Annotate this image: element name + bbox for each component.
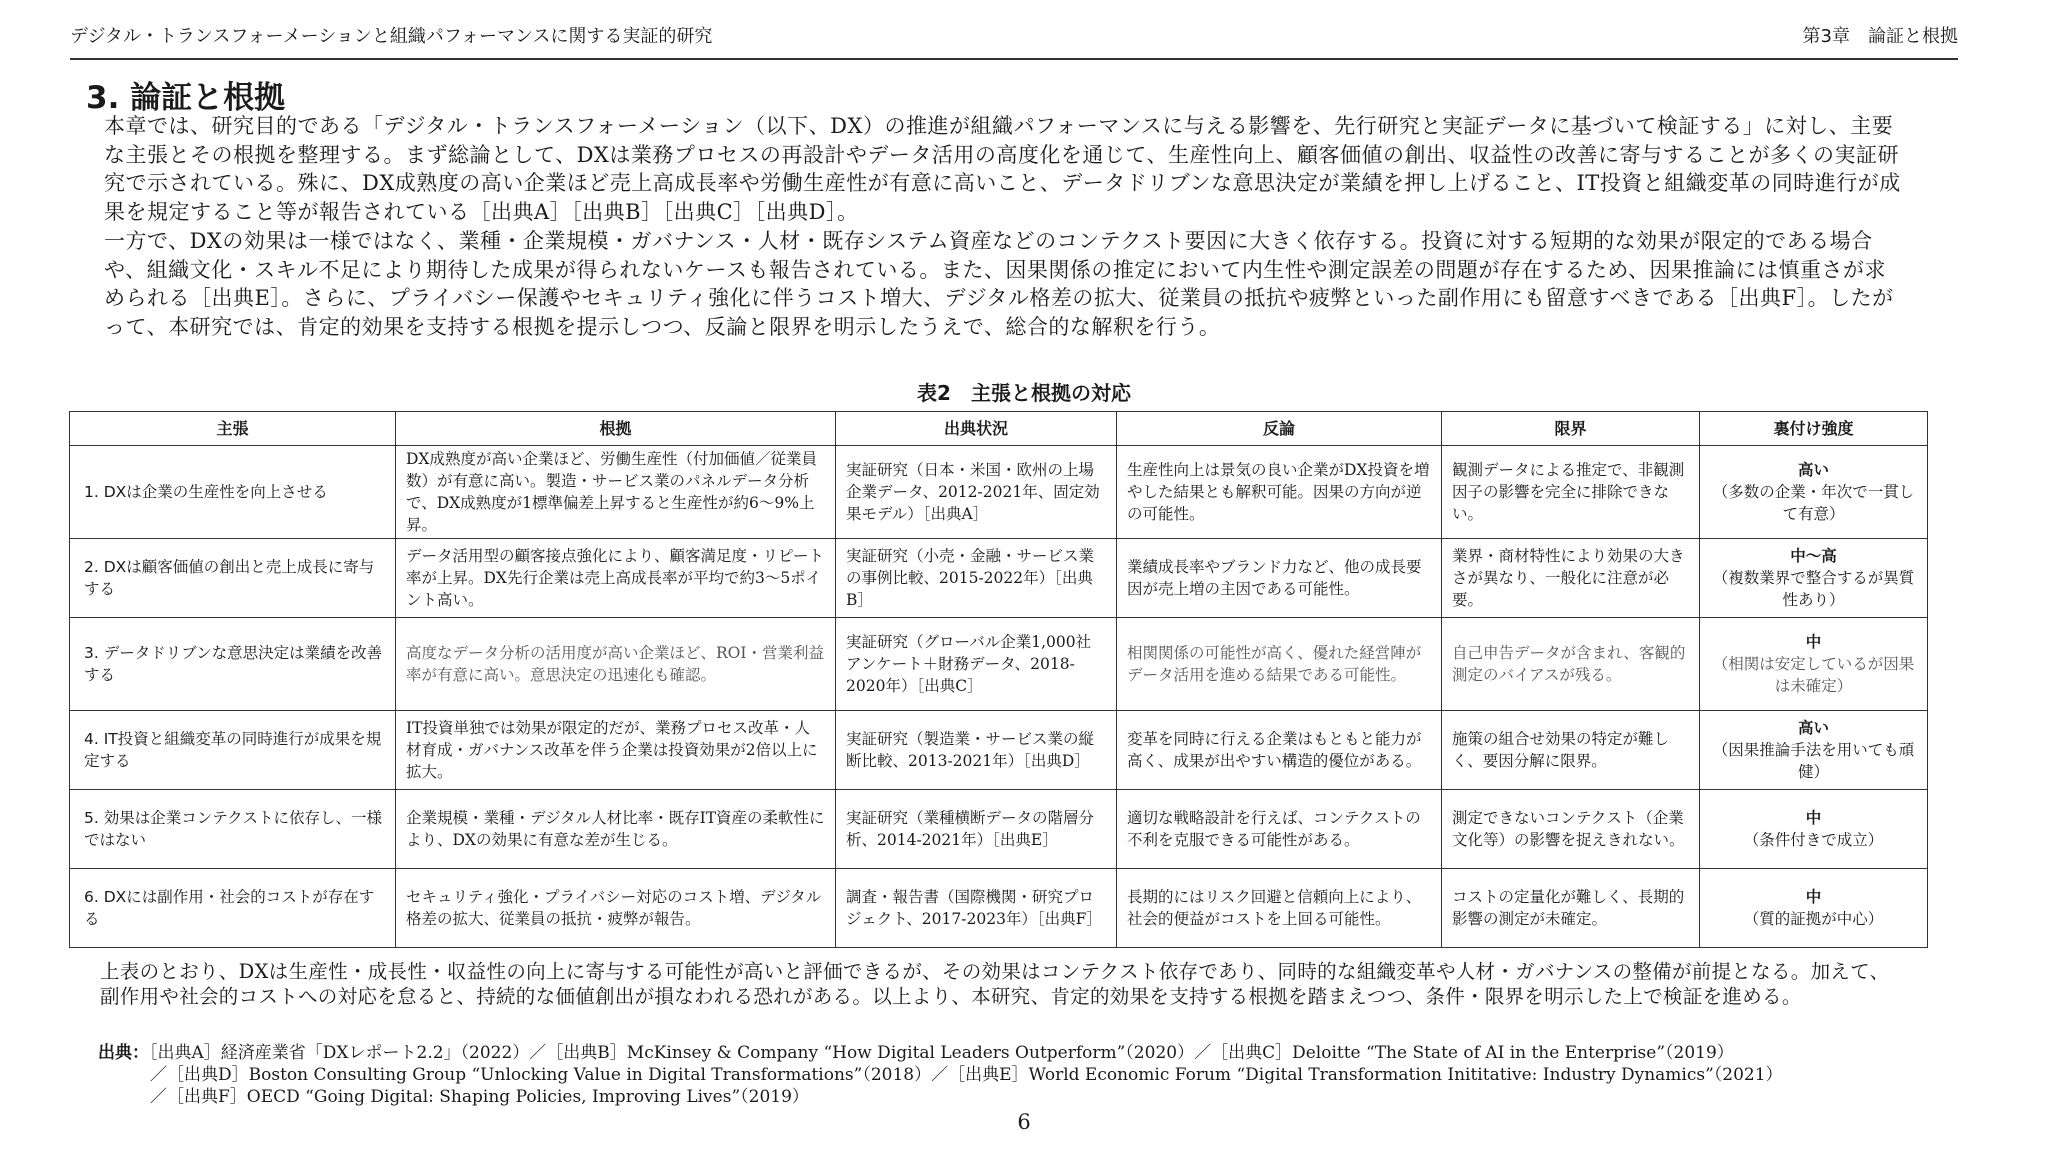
evidence-cell: データ活用型の顧客接点強化により、顧客満足度・リピート率が上昇。DX先行企業は売上高成長率が平均で約3～5ポイント高い。 <box>396 539 836 618</box>
strength-note: （質的証拠が中心） <box>1743 910 1884 928</box>
chapter-label: 第3章 論証と根拠 <box>1802 26 1958 47</box>
evidence-cell: DX成熟度が高い企業ほど、労働生産性（付加価値／従業員数）が有意に高い。製造・サービス業のパネルデータ分析で、DX成熟度が1標準偏差上昇すると生産性が約6～9%上昇。 <box>396 446 836 539</box>
strength-level: 中 <box>1805 633 1822 651</box>
source-cell: 実証研究（グローバル企業1,000社アンケート＋財務データ、2018-2020年）［出典C］ <box>836 618 1117 711</box>
strength-level: 中 <box>1805 888 1822 906</box>
evidence-cell: セキュリティ強化・プライバシー対応のコスト増、デジタル格差の拡大、従業員の抵抗・疲弊が報告。 <box>396 869 836 948</box>
sources-list <box>98 1042 1958 1108</box>
evidence-cell: 企業規模・業種・デジタル人材比率・既存IT資産の柔軟性により、DXの効果に有意な差が生じる。 <box>396 790 836 869</box>
source-line: ／［出典D］Boston Consulting Group “Unlocking Value in Digital Transformations”（2018）／［出典E］World Economic Forum “Digital Transformation Inititative: Industry Dynamics”（2021） <box>150 1065 1783 1085</box>
source-line <box>98 1042 1958 1064</box>
source-line: ／［出典F］OECD “Going Digital: Shaping Policies, Improving Lives”（2019） <box>150 1087 809 1107</box>
source-cell: 調査・報告書（国際機関・研究プロジェクト、2017-2023年）［出典F］ <box>836 869 1117 948</box>
limit-cell: 観測データによる推定で、非観測因子の影響を完全に排除できない。 <box>1442 446 1700 539</box>
claim-cell: 2. DXは顧客価値の創出と売上成長に寄与する <box>70 539 396 618</box>
strength-cell <box>1700 539 1928 618</box>
table-caption: 表2 主張と根拠の対応 <box>917 381 1131 405</box>
table-row <box>70 790 1928 869</box>
strength-cell <box>1700 711 1928 790</box>
strength-cell <box>1700 790 1928 869</box>
column-header: 裏付け強度 <box>1700 412 1928 446</box>
claim-cell: 1. DXは企業の生産性を向上させる <box>70 446 396 539</box>
rebuttal-cell: 相関関係の可能性が高く、優れた経営陣がデータ活用を進める結果である可能性。 <box>1117 618 1442 711</box>
document-title: デジタル・トランスフォーメーションと組織パフォーマンスに関する実証的研究 <box>70 26 713 47</box>
strength-cell <box>1700 869 1928 948</box>
running-header <box>70 22 1958 60</box>
claim-cell: 4. IT投資と組織変革の同時進行が成果を規定する <box>70 711 396 790</box>
limit-cell: 測定できないコンテクスト（企業文化等）の影響を捉えきれない。 <box>1442 790 1700 869</box>
strength-note: （条件付きで成立） <box>1743 831 1884 849</box>
source-cell: 実証研究（日本・米国・欧州の上場企業データ、2012-2021年、固定効果モデル）［出典A］ <box>836 446 1117 539</box>
strength-cell <box>1700 618 1928 711</box>
strength-level: 高い <box>1797 719 1829 737</box>
strength-level: 中 <box>1805 809 1822 827</box>
claim-cell: 3. データドリブンな意思決定は業績を改善する <box>70 618 396 711</box>
source-text: ［出典A］経済産業省「DXレポート2.2」（2022）／［出典B］McKinsey & Company “How Digital Leaders Outperform”（2020）／［出典C］Deloitte “The State of AI in the Enterprise”（2019） <box>149 1043 1734 1063</box>
strength-level: 高い <box>1797 461 1829 479</box>
claims-evidence-table <box>69 411 1928 948</box>
claim-cell: 5. 効果は企業コンテクストに依存し、一様ではない <box>70 790 396 869</box>
rebuttal-cell: 業績成長率やブランド力など、他の成長要因が売上増の主因である可能性。 <box>1117 539 1442 618</box>
column-header: 反論 <box>1117 412 1442 446</box>
column-header: 出典状況 <box>836 412 1117 446</box>
evidence-cell: 高度なデータ分析の活用度が高い企業ほど、ROI・営業利益率が有意に高い。意思決定の迅速化も確認。 <box>396 618 836 711</box>
table-row <box>70 618 1928 711</box>
strength-cell <box>1700 446 1928 539</box>
page-number: 6 <box>1017 1110 1031 1134</box>
table-header-row <box>70 412 1928 446</box>
column-header: 主張 <box>70 412 396 446</box>
rebuttal-cell: 長期的にはリスク回避と信頼向上により、社会的便益がコストを上回る可能性。 <box>1117 869 1442 948</box>
strength-note: （相関は安定しているが因果は未確定） <box>1712 655 1915 695</box>
source-cell: 実証研究（製造業・サービス業の縦断比較、2013-2021年）［出典D］ <box>836 711 1117 790</box>
evidence-cell: IT投資単独では効果が限定的だが、業務プロセス改革・人材育成・ガバナンス改革を伴う企業は投資効果が2倍以上に拡大。 <box>396 711 836 790</box>
column-header: 限界 <box>1442 412 1700 446</box>
limit-cell: 施策の組合せ効果の特定が難しく、要因分解に限界。 <box>1442 711 1700 790</box>
sources-label: 出典： <box>98 1043 149 1063</box>
limit-cell: コストの定量化が難しく、長期的影響の測定が未確定。 <box>1442 869 1700 948</box>
strength-note: （複数業界で整合するが異質性あり） <box>1712 569 1915 609</box>
table-row <box>70 539 1928 618</box>
limit-cell: 業界・商材特性により効果の大きさが異なり、一般化に注意が必要。 <box>1442 539 1700 618</box>
column-header: 根拠 <box>396 412 836 446</box>
rebuttal-cell: 生産性向上は景気の良い企業がDX投資を増やした結果とも解釈可能。因果の方向が逆の可能性。 <box>1117 446 1442 539</box>
strength-note: （多数の企業・年次で一貫して有意） <box>1712 483 1915 523</box>
summary-paragraph: 上表のとおり、DXは生産性・成長性・収益性の向上に寄与する可能性が高いと評価できるが、その効果はコンテクスト依存であり、同時的な組織変革や人材・ガバナンスの整備が前提となる。加えて、副作用や社会的コストへの対応を怠ると、持続的な価値創出が損なわれる恐れがある。以上より、本研究、肯定的効果を支持する根拠を踏まえつつ、条件・限界を明示した上で検証を進める。 <box>100 960 1890 1008</box>
strength-level: 中～高 <box>1790 547 1837 565</box>
limit-cell: 自己申告データが含まれ、客観的測定のバイアスが残る。 <box>1442 618 1700 711</box>
source-cell: 実証研究（業種横断データの階層分析、2014-2021年）［出典E］ <box>836 790 1117 869</box>
claim-cell: 6. DXには副作用・社会的コストが存在する <box>70 869 396 948</box>
table-row <box>70 869 1928 948</box>
source-cell: 実証研究（小売・金融・サービス業の事例比較、2015-2022年）［出典B］ <box>836 539 1117 618</box>
section-title: 3. 論証と根拠 <box>86 80 286 116</box>
table-row <box>70 711 1928 790</box>
context-paragraph: 一方で、DXの効果は一様ではなく、業種・企業規模・ガバナンス・人材・既存システム資産などのコンテクスト要因に大きく依存する。投資に対する短期的な効果が限定的である場合や、組織文化・スキル不足により期待した成果が得られないケースも報告されている。また、因果関係の推定において内生性や測定誤差の問題が存在するため、因果推論には慎重さが求められる［出典E］。さらに、プライバシー保護やセキュリティ強化に伴うコスト増大、デジタル格差の拡大、従業員の抵抗や疲弊といった副作用にも留意すべきである［出典F］。したがって、本研究では、肯定的効果を支持する根拠を提示しつつ、反論と限界を明示したうえで、総合的な解釈を行う。 <box>104 229 1894 340</box>
rebuttal-cell: 適切な戦略設計を行えば、コンテクストの不利を克服できる可能性がある。 <box>1117 790 1442 869</box>
strength-note: （因果推論手法を用いても頑健） <box>1712 741 1915 781</box>
table-row <box>70 446 1928 539</box>
intro-paragraph: 本章では、研究目的である「デジタル・トランスフォーメーション（以下、DX）の推進が組織パフォーマンスに与える影響を、先行研究と実証データに基づいて検証する」に対し、主要な主張とその根拠を整理する。まず総論として、DXは業務プロセスの再設計やデータ活用の高度化を通じて、生産性向上、顧客価値の創出、収益性の改善に寄与することが多くの実証研究で示されている。殊に、DX成熟度の高い企業ほど売上高成長率や労働生産性が有意に高いこと、データドリブンな意思決定が業績を押し上げること、IT投資と組織変革の同時進行が成果を規定すること等が報告されている［出典A］［出典B］［出典C］［出典D］。 <box>104 114 1901 225</box>
rebuttal-cell: 変革を同時に行える企業はもともと能力が高く、成果が出やすい構造的優位がある。 <box>1117 711 1442 790</box>
